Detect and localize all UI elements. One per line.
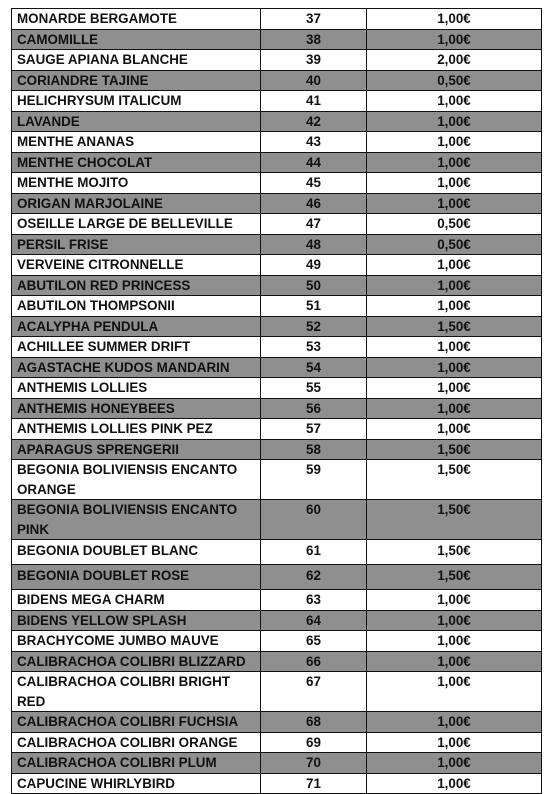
table-row <box>12 631 542 652</box>
table-row <box>12 275 542 296</box>
table-row <box>12 91 542 112</box>
item-number-cell: 51 <box>261 296 367 317</box>
plant-name-cell: ANTHEMIS HONEYBEES <box>12 398 261 419</box>
price-cell: 1,00€ <box>367 9 542 30</box>
plant-name-cell: APARAGUS SPRENGERII <box>12 439 261 460</box>
plant-name-cell: ANTHEMIS LOLLIES <box>12 378 261 399</box>
plant-name-cell: BIDENS YELLOW SPLASH <box>12 610 261 631</box>
table-row <box>12 439 542 460</box>
price-cell: 1,00€ <box>367 712 542 733</box>
price-cell: 1,00€ <box>367 773 542 794</box>
item-number-cell: 56 <box>261 398 367 419</box>
plant-name-cell: CAPUCINE WHIRLYBIRD <box>12 773 261 794</box>
table-row <box>12 152 542 173</box>
table-row <box>12 753 542 774</box>
plant-name-cell: PERSIL FRISE <box>12 234 261 255</box>
price-cell: 1,00€ <box>367 91 542 112</box>
plant-name-cell: ORIGAN MARJOLAINE <box>12 193 261 214</box>
price-cell: 2,00€ <box>367 50 542 71</box>
item-number-cell: 44 <box>261 152 367 173</box>
plant-name-cell: BEGONIA BOLIVIENSIS ENCANTO PINK <box>12 500 261 540</box>
plant-name-cell: MENTHE ANANAS <box>12 132 261 153</box>
plant-name-cell: MENTHE MOJITO <box>12 173 261 194</box>
table-row <box>12 672 542 712</box>
item-number-cell: 70 <box>261 753 367 774</box>
table-row <box>12 234 542 255</box>
table-row <box>12 540 542 565</box>
item-number-cell: 37 <box>261 9 367 30</box>
plant-name-cell: ABUTILON THOMPSONII <box>12 296 261 317</box>
table-body <box>12 9 542 794</box>
price-cell: 1,00€ <box>367 275 542 296</box>
plant-name-cell: CALIBRACHOA COLIBRI BRIGHT RED <box>12 672 261 712</box>
table-row <box>12 132 542 153</box>
plant-name-cell: BIDENS MEGA CHARM <box>12 590 261 611</box>
price-cell: 1,00€ <box>367 296 542 317</box>
price-cell: 1,00€ <box>367 255 542 276</box>
item-number-cell: 54 <box>261 357 367 378</box>
item-number-cell: 58 <box>261 439 367 460</box>
table-row <box>12 255 542 276</box>
plant-name-cell: OSEILLE LARGE DE BELLEVILLE <box>12 214 261 235</box>
price-cell: 1,00€ <box>367 631 542 652</box>
item-number-cell: 64 <box>261 610 367 631</box>
price-cell: 1,00€ <box>367 672 542 712</box>
price-cell: 1,00€ <box>367 753 542 774</box>
item-number-cell: 57 <box>261 419 367 440</box>
price-cell: 1,50€ <box>367 460 542 500</box>
item-number-cell: 53 <box>261 337 367 358</box>
plant-name-cell: CALIBRACHOA COLIBRI ORANGE <box>12 732 261 753</box>
price-cell: 1,00€ <box>367 132 542 153</box>
item-number-cell: 39 <box>261 50 367 71</box>
item-number-cell: 55 <box>261 378 367 399</box>
table-row <box>12 296 542 317</box>
price-cell: 1,00€ <box>367 398 542 419</box>
item-number-cell: 69 <box>261 732 367 753</box>
plant-name-cell: MENTHE CHOCOLAT <box>12 152 261 173</box>
plant-name-cell: CALIBRACHOA COLIBRI BLIZZARD <box>12 651 261 672</box>
plant-name-cell: VERVEINE CITRONNELLE <box>12 255 261 276</box>
item-number-cell: 50 <box>261 275 367 296</box>
table-row <box>12 29 542 50</box>
plant-name-cell: BEGONIA DOUBLET ROSE <box>12 565 261 590</box>
table-row <box>12 500 542 540</box>
price-cell: 1,50€ <box>367 500 542 540</box>
item-number-cell: 48 <box>261 234 367 255</box>
table-row <box>12 590 542 611</box>
price-cell: 0,50€ <box>367 234 542 255</box>
price-cell: 1,00€ <box>367 357 542 378</box>
price-cell: 1,50€ <box>367 439 542 460</box>
table-row <box>12 214 542 235</box>
price-cell: 1,00€ <box>367 651 542 672</box>
plant-name-cell: ACALYPHA PENDULA <box>12 316 261 337</box>
table-row <box>12 565 542 590</box>
plant-name-cell: ABUTILON RED PRINCESS <box>12 275 261 296</box>
plant-name-cell: LAVANDE <box>12 111 261 132</box>
price-cell: 1,00€ <box>367 193 542 214</box>
item-number-cell: 63 <box>261 590 367 611</box>
plant-name-cell: ACHILLEE SUMMER DRIFT <box>12 337 261 358</box>
price-cell: 0,50€ <box>367 70 542 91</box>
price-cell: 1,00€ <box>367 732 542 753</box>
table-row <box>12 50 542 71</box>
plant-name-cell: CALIBRACHOA COLIBRI PLUM <box>12 753 261 774</box>
table-row <box>12 773 542 794</box>
price-cell: 1,00€ <box>367 337 542 358</box>
price-cell: 1,00€ <box>367 152 542 173</box>
price-cell: 1,50€ <box>367 316 542 337</box>
price-cell: 1,00€ <box>367 419 542 440</box>
table-row <box>12 398 542 419</box>
plant-name-cell: CAMOMILLE <box>12 29 261 50</box>
price-cell: 1,00€ <box>367 610 542 631</box>
plant-name-cell: MONARDE BERGAMOTE <box>12 9 261 30</box>
table-row <box>12 357 542 378</box>
table-row <box>12 193 542 214</box>
table-row <box>12 610 542 631</box>
price-cell: 1,50€ <box>367 540 542 565</box>
table-row <box>12 173 542 194</box>
item-number-cell: 67 <box>261 672 367 712</box>
item-number-cell: 52 <box>261 316 367 337</box>
table-row <box>12 651 542 672</box>
item-number-cell: 47 <box>261 214 367 235</box>
plant-name-cell: BRACHYCOME JUMBO MAUVE <box>12 631 261 652</box>
plant-name-cell: SAUGE APIANA BLANCHE <box>12 50 261 71</box>
table-row <box>12 337 542 358</box>
plant-name-cell: AGASTACHE KUDOS MANDARIN <box>12 357 261 378</box>
table-row <box>12 732 542 753</box>
item-number-cell: 59 <box>261 460 367 500</box>
item-number-cell: 49 <box>261 255 367 276</box>
item-number-cell: 41 <box>261 91 367 112</box>
table-row <box>12 419 542 440</box>
table-row <box>12 712 542 733</box>
price-cell: 1,00€ <box>367 111 542 132</box>
price-cell: 1,00€ <box>367 173 542 194</box>
plant-price-table <box>11 8 542 794</box>
item-number-cell: 61 <box>261 540 367 565</box>
item-number-cell: 60 <box>261 500 367 540</box>
item-number-cell: 71 <box>261 773 367 794</box>
item-number-cell: 68 <box>261 712 367 733</box>
item-number-cell: 65 <box>261 631 367 652</box>
item-number-cell: 42 <box>261 111 367 132</box>
plant-name-cell: CALIBRACHOA COLIBRI FUCHSIA <box>12 712 261 733</box>
item-number-cell: 38 <box>261 29 367 50</box>
plant-name-cell: ANTHEMIS LOLLIES PINK PEZ <box>12 419 261 440</box>
price-cell: 1,00€ <box>367 590 542 611</box>
table-row <box>12 460 542 500</box>
table-row <box>12 111 542 132</box>
price-cell: 1,50€ <box>367 565 542 590</box>
price-cell: 1,00€ <box>367 378 542 399</box>
item-number-cell: 46 <box>261 193 367 214</box>
plant-name-cell: CORIANDRE TAJINE <box>12 70 261 91</box>
item-number-cell: 66 <box>261 651 367 672</box>
table-row <box>12 70 542 91</box>
item-number-cell: 43 <box>261 132 367 153</box>
table-row <box>12 316 542 337</box>
table-row <box>12 9 542 30</box>
plant-name-cell: BEGONIA BOLIVIENSIS ENCANTO ORANGE <box>12 460 261 500</box>
item-number-cell: 40 <box>261 70 367 91</box>
item-number-cell: 45 <box>261 173 367 194</box>
plant-name-cell: HELICHRYSUM ITALICUM <box>12 91 261 112</box>
price-cell: 1,00€ <box>367 29 542 50</box>
price-cell: 0,50€ <box>367 214 542 235</box>
plant-name-cell: BEGONIA DOUBLET BLANC <box>12 540 261 565</box>
table-row <box>12 378 542 399</box>
item-number-cell: 62 <box>261 565 367 590</box>
